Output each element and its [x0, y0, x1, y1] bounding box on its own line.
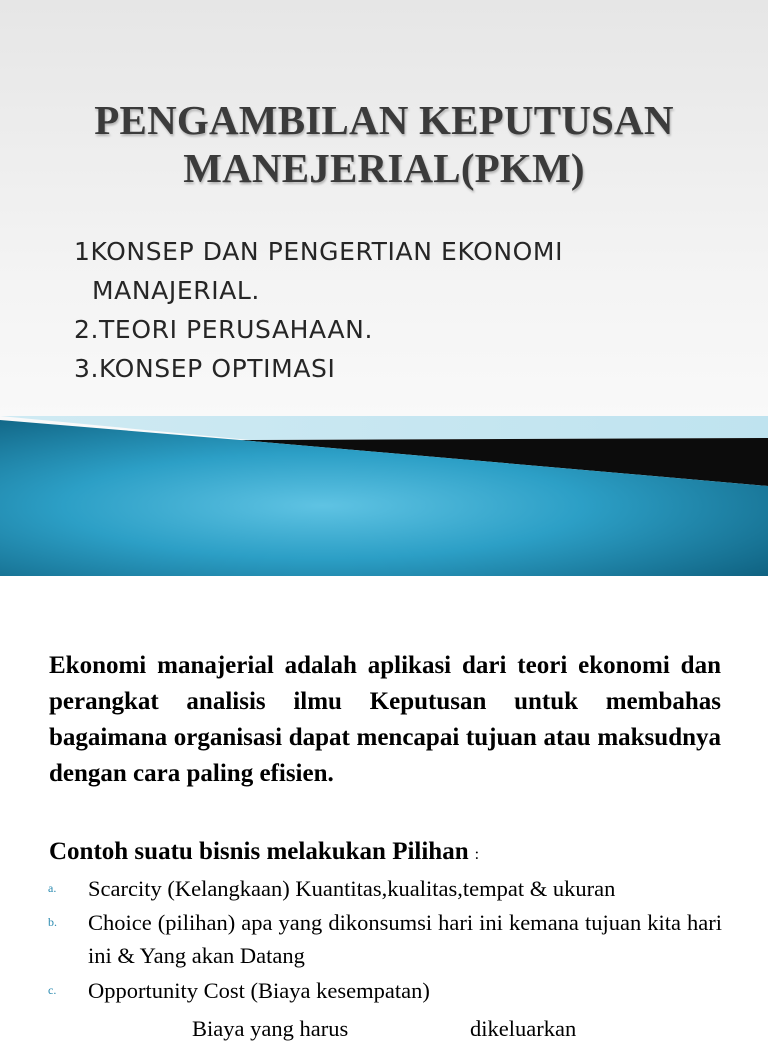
list-marker: a.: [48, 881, 57, 895]
examples-heading-label: Contoh suatu bisnis melakukan Pilihan: [49, 838, 469, 865]
title-line-2: MANEJERIAL(PKM): [183, 145, 585, 191]
topic-list: [74, 232, 694, 388]
cut-off-text: Biaya yang harus: [192, 1016, 349, 1041]
topic-item: MANAJERIAL.: [92, 276, 260, 305]
topic-item: 2.TEORI PERUSAHAAN.: [74, 315, 374, 344]
slide-2: [0, 576, 768, 1041]
list-item-text: Opportunity Cost (Biaya kesempatan): [88, 978, 430, 1003]
list-item-text: Choice (pilihan) apa yang dikonsumsi hari ini kemana tujuan kita hari ini & Yang akan Datang: [88, 910, 722, 968]
title-line-1: PENGAMBILAN KEPUTUSAN: [94, 97, 674, 143]
cut-off-text: dikeluarkan: [470, 1016, 577, 1041]
examples-heading-colon: :: [474, 846, 480, 863]
list-item-text: Scarcity (Kelangkaan) Kuantitas,kualitas,tempat & ukuran: [88, 876, 616, 901]
topic-item: 3.KONSEP OPTIMASI: [74, 354, 336, 383]
topic-item: 1KONSEP DAN PENGERTIAN EKONOMI: [74, 237, 564, 266]
list-marker: b.: [48, 915, 57, 929]
list-marker: c.: [48, 983, 57, 997]
slide-title: [0, 96, 768, 192]
examples-heading: [49, 834, 721, 873]
definition-paragraph: Ekonomi manajerial adalah aplikasi dari teori ekonomi dan perangkat analisis ilmu Keputusan untuk membahas bagaimana organisasi dapat mencapai tujuan atau maksudnya dengan cara paling efisien.: [49, 652, 721, 787]
decorative-wave-band: [0, 400, 768, 576]
